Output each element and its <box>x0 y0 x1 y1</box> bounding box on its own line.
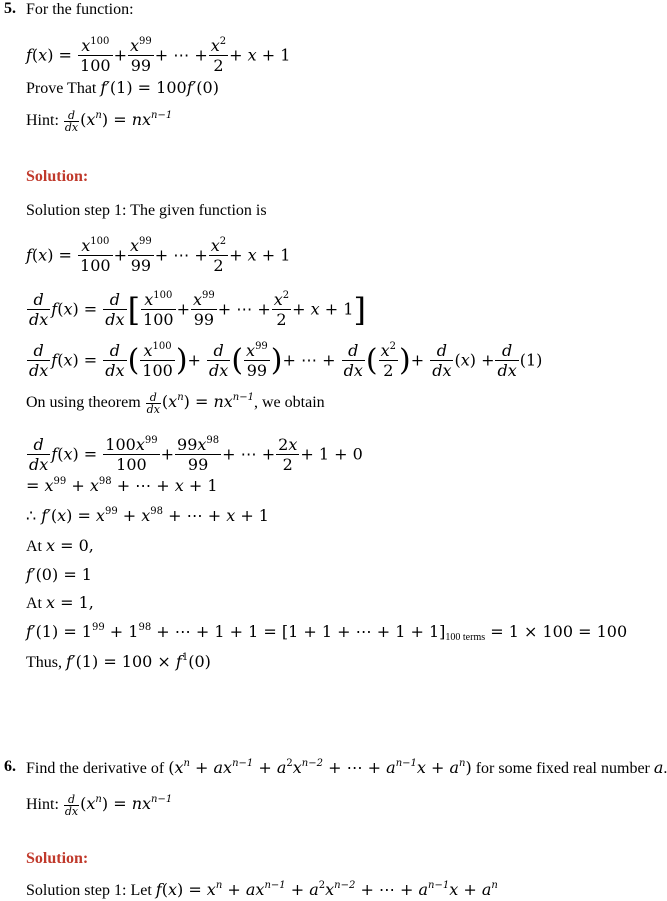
equation-6: ∴ $f'(x) = x^{99} + x^{98}$ + ⋯ + x + 1 <box>26 506 269 525</box>
solution-label: Solution: <box>26 850 89 867</box>
solution-step-1: Solution step 1: Let $f(x) = x^n + ax^{n-1} + a^2x^{n-2}$ + ⋯ + $a^{n-1}x + a^n$ <box>26 880 498 899</box>
question-number: 6. <box>4 758 16 775</box>
theorem-line: On using theorem $\frac{d}{dx}$ $(x^n) = nx^{n-1}$, we obtain <box>26 391 325 416</box>
solution-step-1: Solution step 1: The given function is <box>26 202 267 219</box>
equation-8: $f'(1) = 1^{99} + 1^{98}$ + ⋯ + 1 + 1 = [1 + 1 + ⋯ + $1 + 1]_{100 terms} = 1 \times 100 = 100$ <box>26 622 628 643</box>
at-x-1: At x = 1, <box>26 593 94 612</box>
equation-5: = $x^{99} + x^{98}$ + ⋯ + x + 1 <box>26 476 218 495</box>
question-number: 5. <box>4 0 16 17</box>
question-text: Find the derivative of ($x^n + ax^{n-1} + a^2x^{n-2}$ + ⋯ + $a^{n-1}x + a^n$) for some fixed real number a <box>26 758 664 777</box>
equation-7: f′(0) = 1 <box>26 565 92 584</box>
function-definition: f(x) = $\frac{x^{100}}{100}$ + $\frac{x^{99}}{99}$ + ⋯ + $\frac{x^2}{2}$ + x + 1 <box>26 36 291 75</box>
hint: Hint: $\frac{d}{dx}$ $(x^n) = nx^{n-1}$ <box>26 793 173 818</box>
question-title: For the function: <box>26 1 134 18</box>
equation-3: $\frac{d}{dx}$ f(x) = $\frac{d}{dx}$ ( $\frac{x^{100}}{100}$ )+ $\frac{d}{dx}$ ( $\frac{x^{99}}{99}$ )+ ⋯ + $\frac{d}{dx}$ ( $\frac{x^2}{2}$ )+ $\frac{d}{dx}$ (x) + $\frac{d}{dx}$ (1) <box>29 341 543 380</box>
hint: Hint: $\frac{d}{dx}$ $(x^n) = nx^{n-1}$ <box>26 109 173 134</box>
equation-1: f(x) = $\frac{x^{100}}{100}$ + $\frac{x^{99}}{99}$ + ⋯ + $\frac{x^2}{2}$ + x + 1 <box>26 236 291 275</box>
equation-4: $\frac{d}{dx}$ f(x) = $\frac{100x^{99}}{100}$ + $\frac{99x^{98}}{99}$ + ⋯ + $\frac{2x}{2}$ + 1 + 0 <box>29 435 363 474</box>
prove-statement: Prove That f′(1) = 100f′(0) <box>26 78 219 97</box>
conclusion: Thus, $f'(1) = 100 \times f^1(0)$ <box>26 652 211 671</box>
equation-2: $\frac{d}{dx}$ f(x) = $\frac{d}{dx}$ [ $\frac{x^{100}}{100}$ + $\frac{x^{99}}{99}$ + ⋯ + $\frac{x^2}{2}$ + x + 1] <box>29 290 366 329</box>
solution-label: Solution: <box>26 168 89 185</box>
at-x-0: At x = 0, <box>26 536 94 555</box>
